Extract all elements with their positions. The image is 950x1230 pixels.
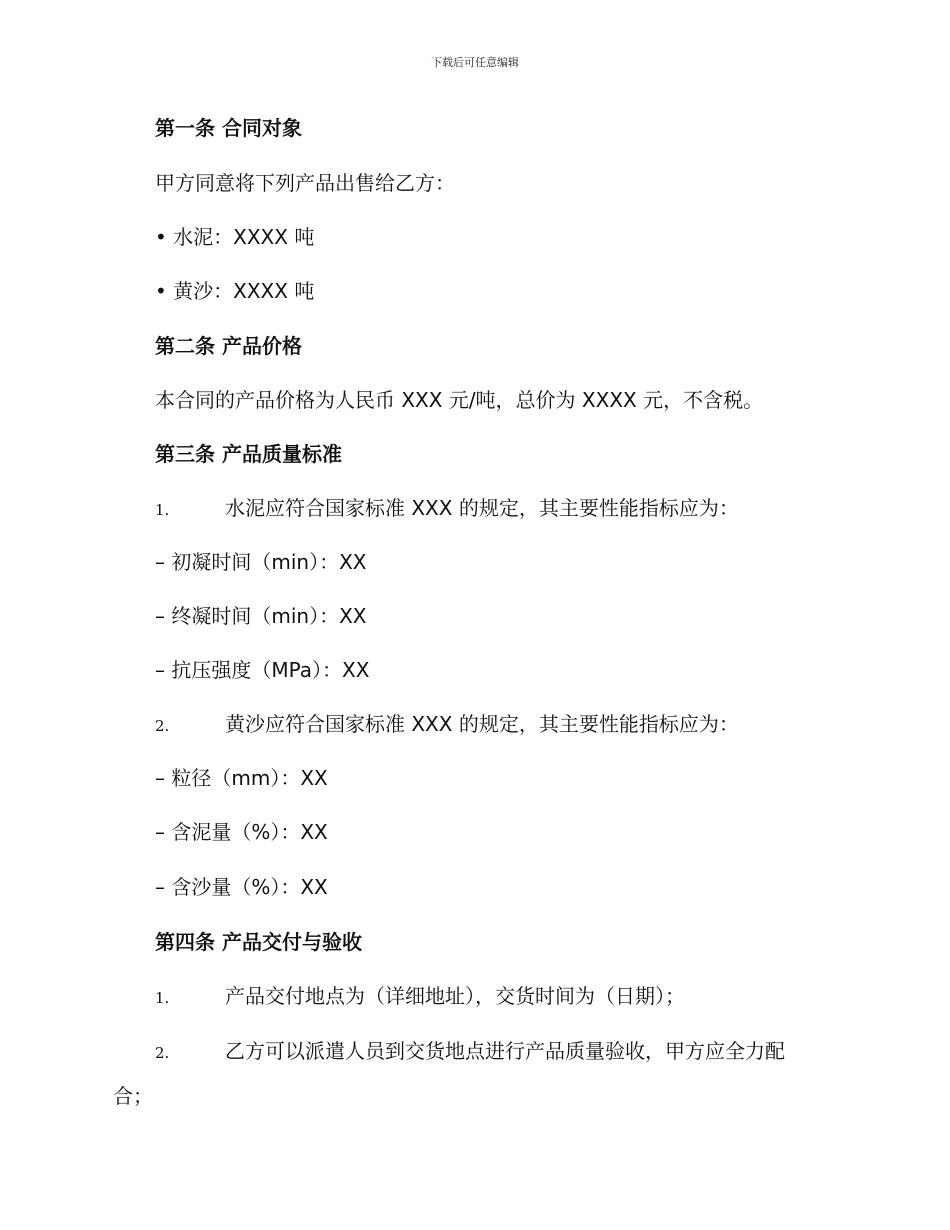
header-note: 下载后可任意编辑 — [431, 56, 519, 69]
article-3-clause-1 — [155, 494, 739, 524]
article-4-clause-1 — [155, 982, 685, 1012]
article-2-text: 本合同的产品价格为人民币 XXX 元/吨，总价为 XXXX 元，不含税。 — [155, 388, 764, 412]
clause-number: 2. — [155, 717, 170, 735]
cement-spec-final-setting: – 终凝时间（min）：XX — [155, 604, 367, 628]
article-1-intro: 甲方同意将下列产品出售给乙方： — [155, 171, 455, 195]
clause-text: 黄沙应符合国家标准 XXX 的规定，其主要性能指标应为： — [225, 712, 739, 736]
clause-text: 产品交付地点为（详细地址），交货时间为（日期）； — [225, 984, 685, 1008]
clause-number: 1. — [155, 501, 170, 519]
cement-spec-compressive-strength: – 抗压强度（MPa）：XX — [155, 658, 370, 682]
article-3-heading: 第三条 产品质量标准 — [155, 442, 342, 466]
article-4-heading: 第四条 产品交付与验收 — [155, 930, 362, 954]
article-1-heading: 第一条 合同对象 — [155, 116, 302, 140]
clause-text: 乙方可以派遣人员到交货地点进行产品质量验收，甲方应全力配 — [225, 1039, 785, 1063]
list-item-sand: • 黄沙：XXXX 吨 — [155, 279, 315, 303]
clause-number: 2. — [155, 1044, 170, 1062]
sand-spec-grain-size: – 粒径（mm）：XX — [155, 766, 328, 790]
sand-spec-sand-content: – 含沙量（%）：XX — [155, 875, 328, 899]
article-3-clause-2 — [155, 710, 739, 740]
list-item-cement: • 水泥：XXXX 吨 — [155, 225, 315, 249]
cement-spec-initial-setting: – 初凝时间（min）：XX — [155, 550, 367, 574]
sand-spec-mud-content: – 含泥量（%）：XX — [155, 820, 328, 844]
clause-text: 水泥应符合国家标准 XXX 的规定，其主要性能指标应为： — [225, 496, 739, 520]
article-4-clause-2-continuation: 合； — [113, 1084, 153, 1108]
article-2-heading: 第二条 产品价格 — [155, 334, 302, 358]
clause-number: 1. — [155, 989, 170, 1007]
article-4-clause-2 — [155, 1037, 785, 1067]
